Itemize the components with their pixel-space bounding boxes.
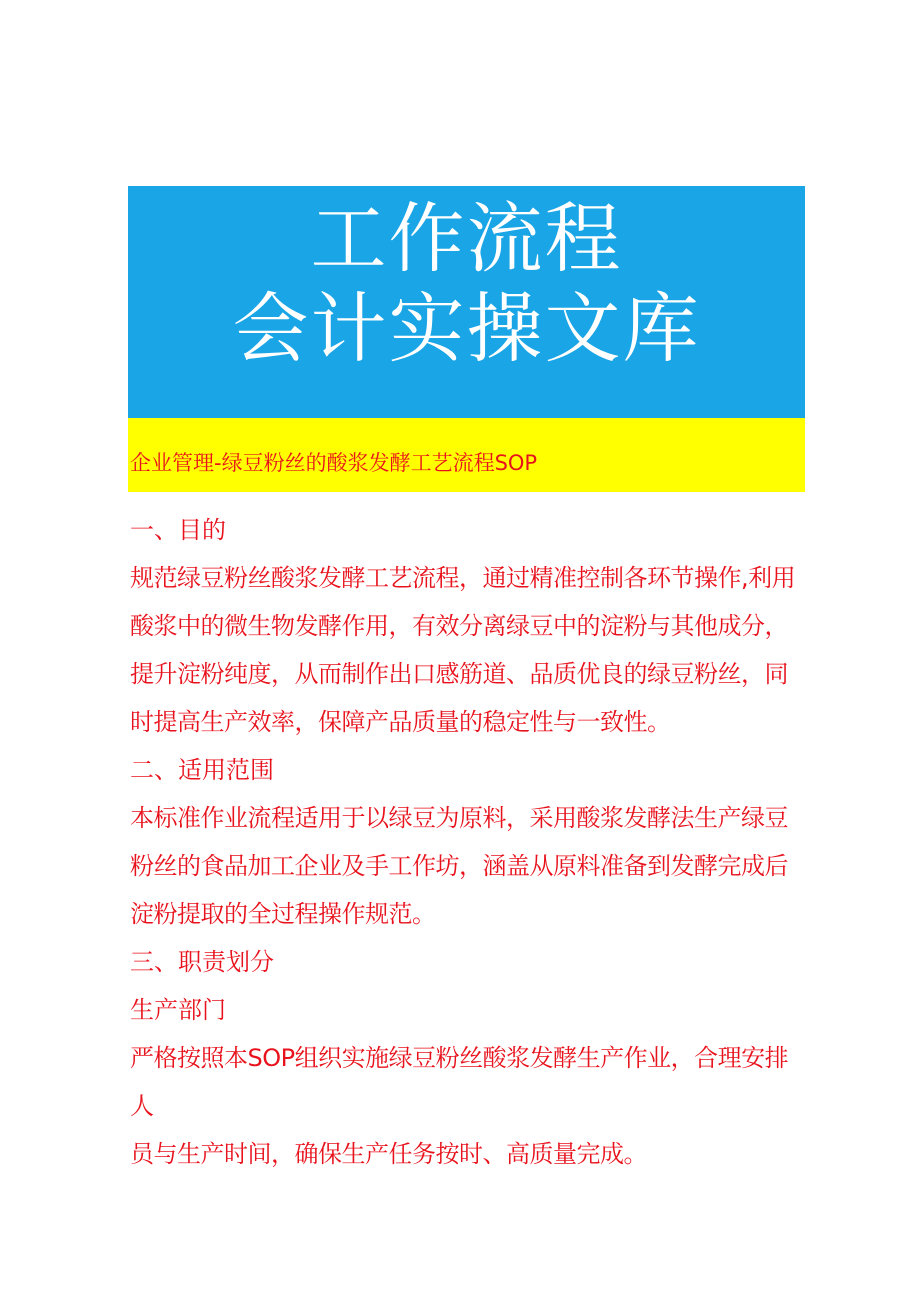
scope-line: 淀粉提取的全过程操作规范。: [130, 900, 436, 928]
section-heading-duties: 三、职责划分: [130, 948, 274, 976]
purpose-line: 提升淀粉纯度，从而制作出口感筋道、品质优良的绿豆粉丝，同: [130, 660, 788, 688]
section-heading-scope: 二、适用范围: [130, 756, 274, 784]
banner-title-line2: 会计实操文库: [232, 284, 701, 373]
document-body: [130, 506, 800, 1178]
scope-line: 本标准作业流程适用于以绿豆为原料，采用酸浆发酵法生产绿豆: [130, 804, 788, 832]
purpose-line: 时提高生产效率，保障产品质量的稳定性与一致性。: [130, 708, 671, 736]
subtitle-bar: [128, 418, 805, 492]
scope-line: 粉丝的食品加工企业及手工作坊，涵盖从原料准备到发酵完成后: [130, 852, 788, 880]
duties-line: 员与生产时间，确保生产任务按时、高质量完成。: [130, 1140, 647, 1168]
banner-title-line1: 工作流程: [310, 194, 623, 283]
section-heading-purpose: 一、目的: [130, 516, 226, 544]
document-subtitle: 企业管理-绿豆粉丝的酸浆发酵工艺流程SOP: [130, 451, 538, 475]
purpose-line: 规范绿豆粉丝酸浆发酵工艺流程，通过精准控制各环节操作,利用: [130, 564, 796, 592]
duties-department: 生产部门: [130, 996, 226, 1024]
duties-line: 严格按照本SOP组织实施绿豆粉丝酸浆发酵生产作业，合理安排人: [130, 1044, 789, 1120]
title-banner: [128, 186, 805, 418]
purpose-line: 酸浆中的微生物发酵作用，有效分离绿豆中的淀粉与其他成分，: [130, 612, 788, 640]
